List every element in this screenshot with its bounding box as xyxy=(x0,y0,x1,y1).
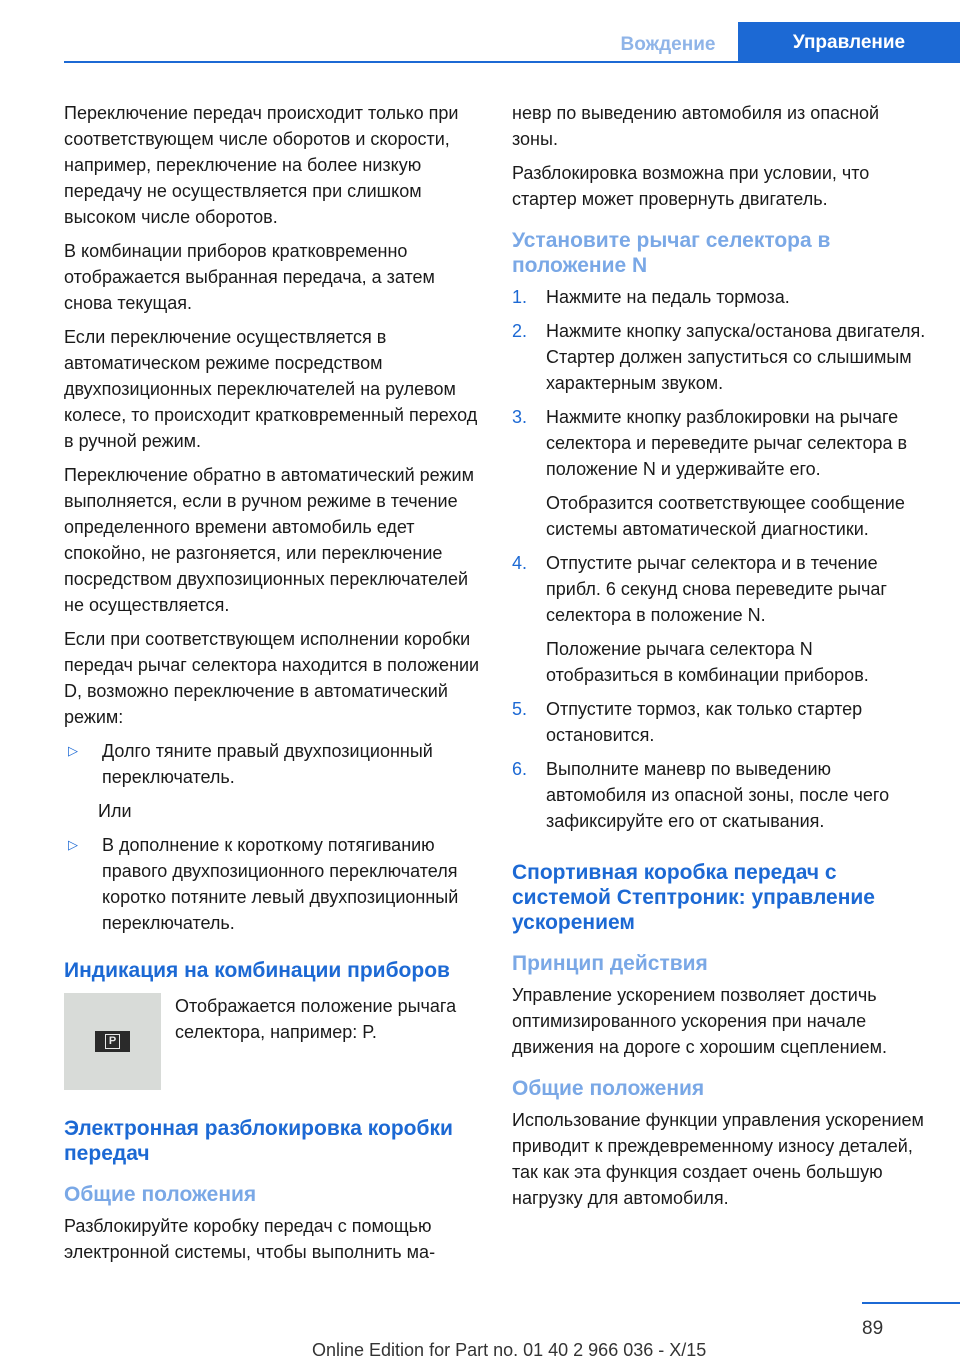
step-item xyxy=(512,318,930,396)
paragraph: Если при соответствующем исполнении коробки передач рычаг селектора находится в положении D, возможно переключение в автоматический режим: xyxy=(64,629,480,727)
step-text: Нажмите на педаль тормоза. xyxy=(546,287,790,307)
step-number: 6. xyxy=(512,759,528,779)
header-section-tab[interactable]: Вождение xyxy=(620,34,716,55)
heading-indication: Индикация на комбинации приборов xyxy=(64,959,450,982)
bullet-item xyxy=(64,738,482,790)
triangle-bullet-icon: ▷ xyxy=(68,743,78,758)
paragraph: Разблокировка возможна при условии, что стартер может провернуть двигатель. xyxy=(512,163,870,209)
paragraph: невр по выведению автомобиля из опасной зоны. xyxy=(512,103,880,149)
heading-sport: Спортивная коробка передач с системой Стептроник: управление ускорением xyxy=(512,861,875,934)
paragraph: Переключение передач происходит только при соответствующем числе оборотов и скорости, например, переключение на более низкую передачу не осуществляется при слишком высоком числе оборотов. xyxy=(64,103,459,227)
bullet-text: Долго тяните правый двухпозиционный переключатель. xyxy=(102,741,433,787)
figure-caption: Отображается положение рычага селектора, например: P. xyxy=(175,996,457,1042)
bullet-text: В дополнение к короткому потягиванию правого двухпозиционного переключателя коротко потяните левый двухпозиционный переключатель. xyxy=(102,835,459,933)
step-text: Выполните маневр по выведению автомобиля из опасной зоны, после чего зафиксируйте его от скатывания. xyxy=(546,759,890,831)
left-column xyxy=(64,100,482,1273)
step-note: Положение рычага селектора N отобразиться в комбинации приборов. xyxy=(546,639,869,685)
paragraph: Если переключение осуществляется в автоматическом режиме посредством двухпозиционных переключателей на рулевом колесе, то происходит кратковременный переход в ручной режим. xyxy=(64,327,478,451)
header-chapter-tab[interactable]: Управление xyxy=(738,22,960,62)
online-edition-note: Online Edition for Part no. 01 40 2 966 036 - X/15 xyxy=(312,1340,707,1360)
paragraph: Разблокируйте коробку передач с помощью электронной системы, чтобы выполнить ма- xyxy=(64,1216,436,1262)
heading-unlock: Электронная разблокировка коробки передач xyxy=(64,1117,453,1165)
display-screen xyxy=(95,1031,130,1052)
or-text: Или xyxy=(98,801,132,821)
bullet-item xyxy=(64,832,482,936)
paragraph: Переключение обратно в автоматический режим выполняется, если в ручном режиме в течение определенного времени автомобиль едет спокойно, не разгоняется, или переключение посредством двухпозиционных переключателей не осуществляется. xyxy=(64,465,474,615)
footer-rule xyxy=(862,1302,960,1304)
paragraph: Использование функции управления ускорением приводит к преждевременному износу деталей, так как эта функция создает очень большую нагрузку для автомобиля. xyxy=(512,1110,924,1208)
step-number: 3. xyxy=(512,407,528,427)
step-item xyxy=(512,696,930,748)
right-column xyxy=(512,100,930,1219)
step-text: Нажмите кнопку разблокировки на рычаге селектора и переведите рычаг селектора в положение N и удерживайте его. xyxy=(546,407,908,479)
step-number: 2. xyxy=(512,321,528,341)
step-number: 4. xyxy=(512,553,528,573)
paragraph: Управление ускорением позволяет достичь оптимизированного ускорения при начале движения на дороге с хорошим сцеплением. xyxy=(512,985,888,1057)
step-item xyxy=(512,550,930,628)
step-text: Отпустите рычаг селектора и в течение прибл. 6 секунд снова переведите рычаг селектора в положение N. xyxy=(546,553,887,625)
figure-block xyxy=(64,993,482,1090)
step-number: 5. xyxy=(512,699,528,719)
heading-principle: Принцип действия xyxy=(512,952,708,975)
step-text: Нажмите кнопку запуска/останова двигателя. Стартер должен запуститься со слышимым характерным звуком. xyxy=(546,321,926,393)
step-number: 1. xyxy=(512,287,528,307)
heading-general: Общие положения xyxy=(64,1183,257,1206)
paragraph: В комбинации приборов кратковременно отображается выбранная передача, а затем снова текущая. xyxy=(64,241,435,313)
heading-general: Общие положения xyxy=(512,1077,705,1100)
heading-set-n: Установите рычаг селектора в положение N xyxy=(512,229,831,277)
gear-p-indicator: P xyxy=(105,1034,120,1049)
step-item xyxy=(512,404,930,482)
step-text: Отпустите тормоз, как только стартер остановится. xyxy=(546,699,863,745)
page-number: 89 xyxy=(862,1318,884,1339)
triangle-bullet-icon: ▷ xyxy=(68,837,78,852)
step-item xyxy=(512,284,930,310)
step-item xyxy=(512,756,930,834)
step-note: Отобразится соответствующее сообщение системы автоматической диагностики. xyxy=(546,493,905,539)
gear-display-image xyxy=(64,993,161,1090)
